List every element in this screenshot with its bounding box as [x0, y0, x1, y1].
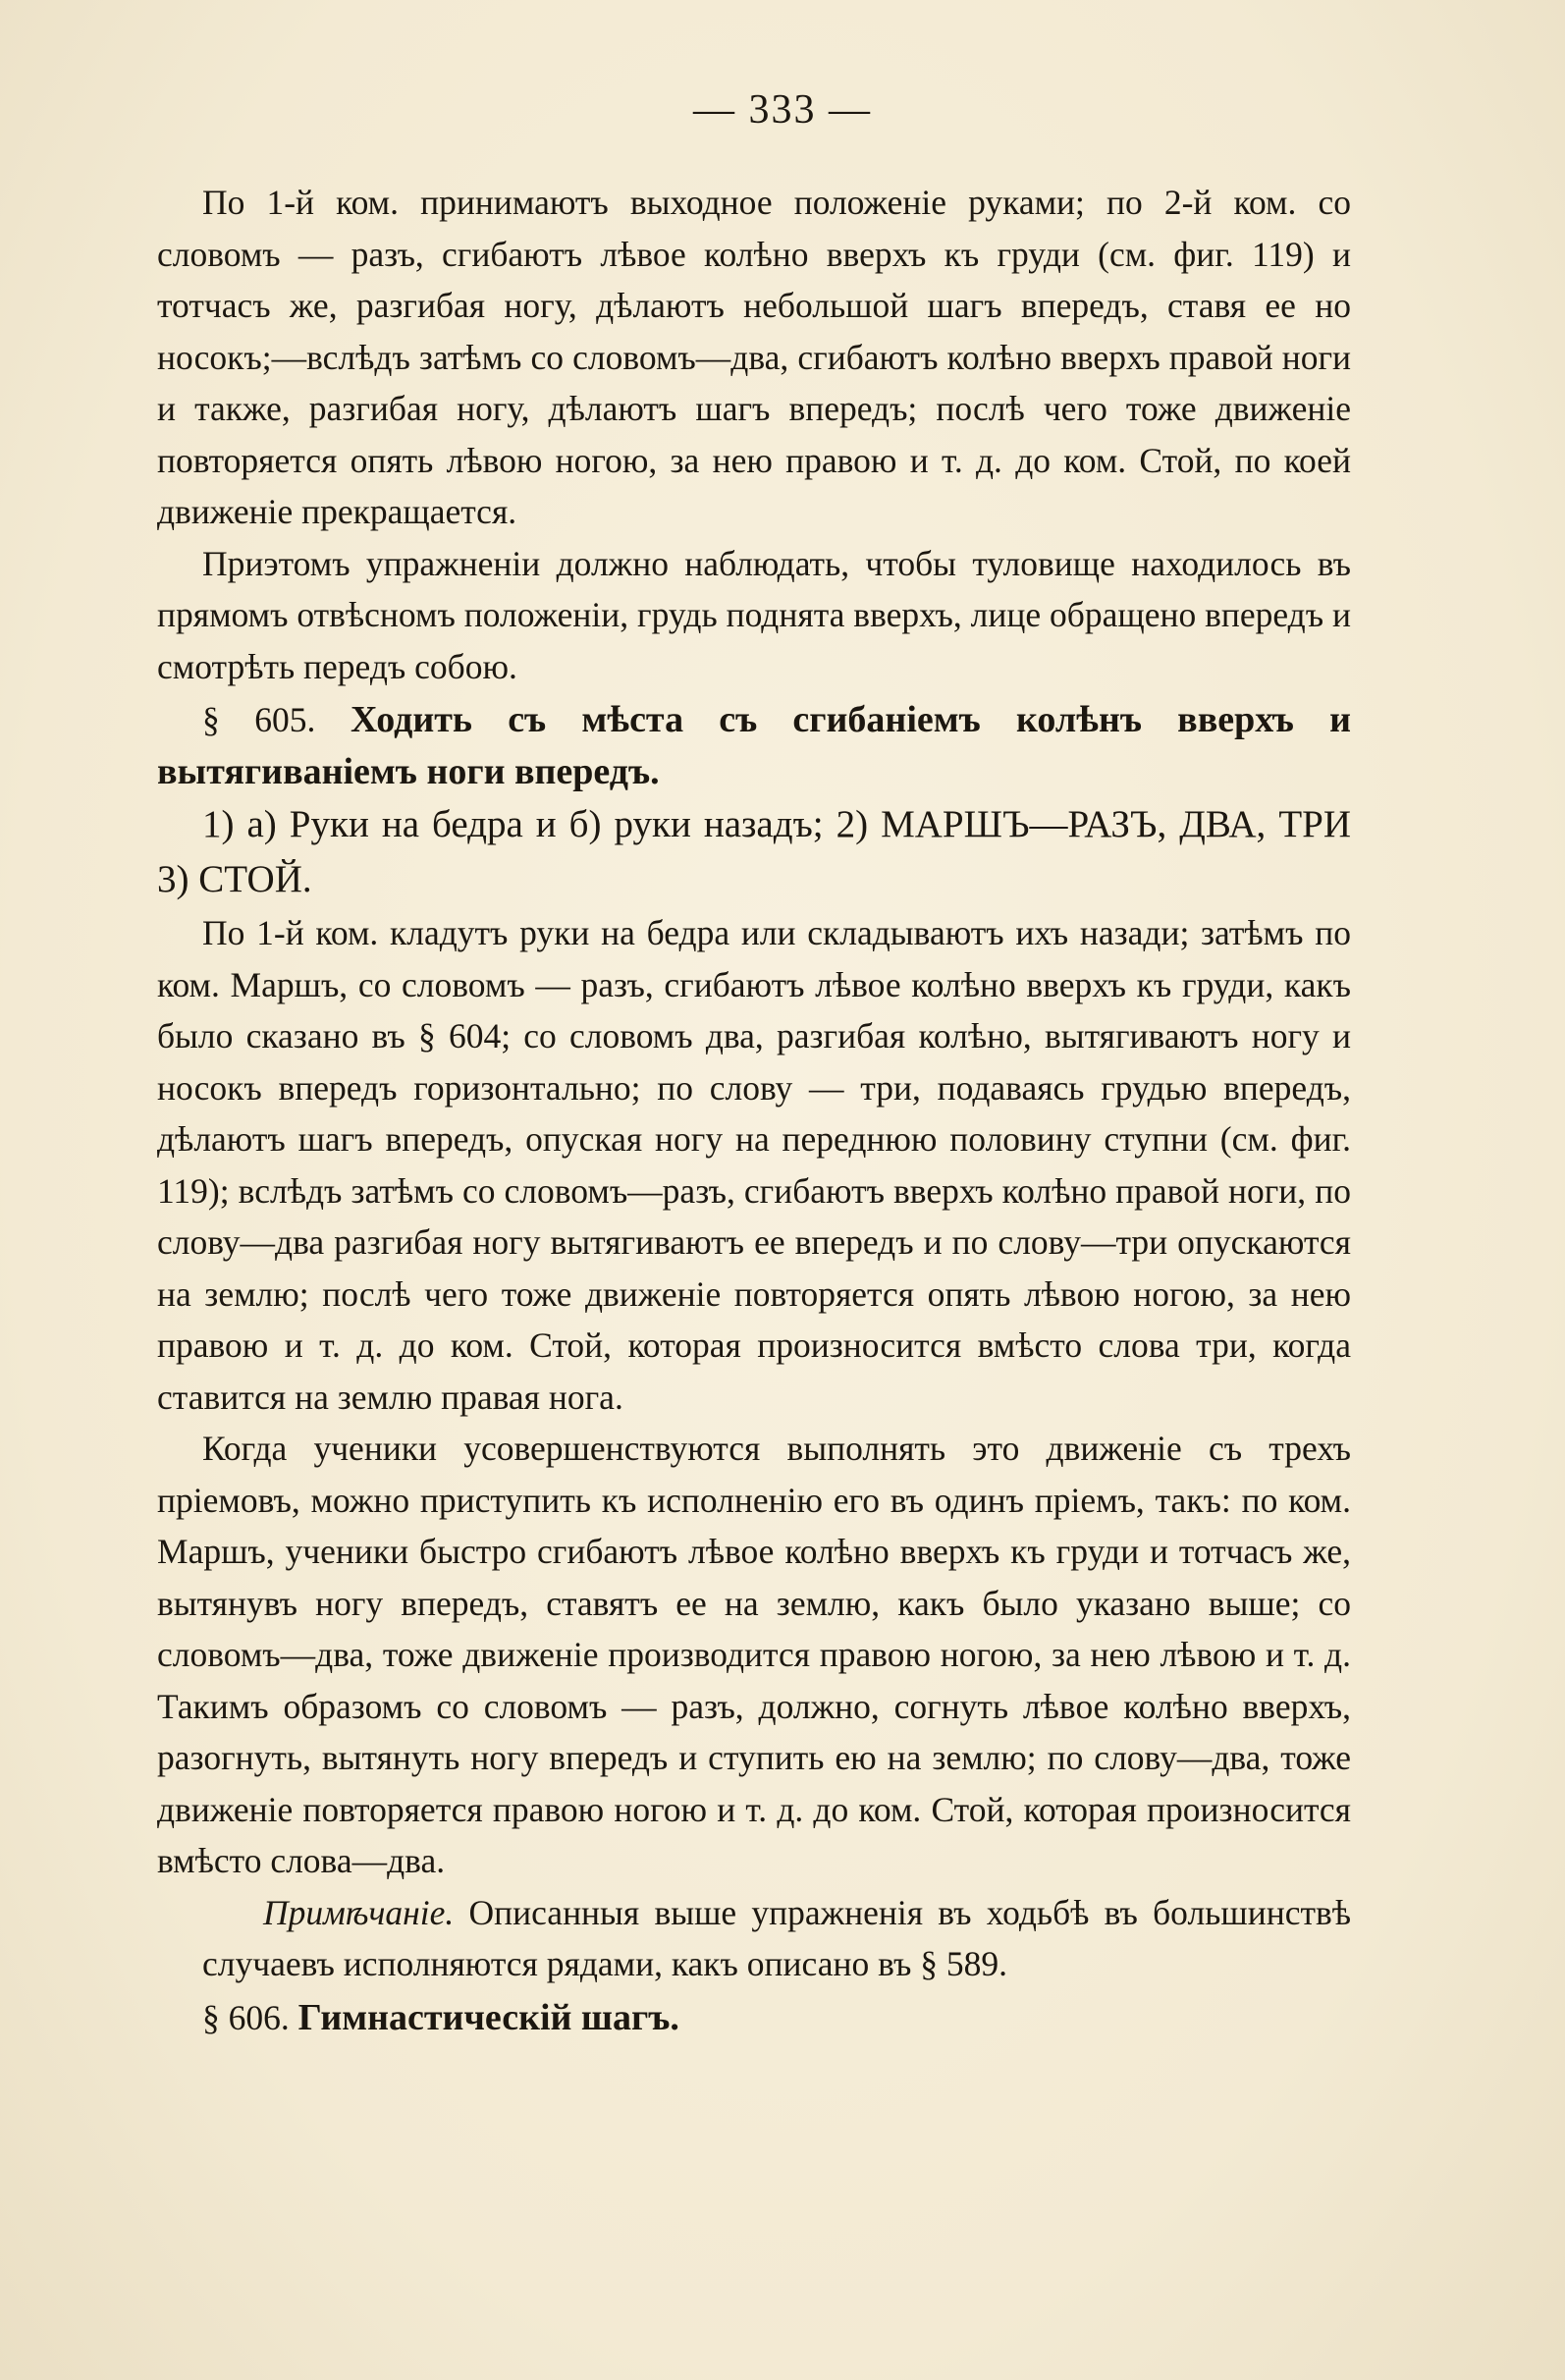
section-606-heading — [202, 1992, 1351, 2044]
note — [202, 1887, 1351, 1990]
paragraph-4: Когда ученики усовершенствуются выполнять это движеніе съ трехъ пріемовъ, можно приступить къ исполненію его въ одинъ пріемъ, такъ: по ком. Маршъ, ученики быстро сгибаютъ лѣвое колѣно вверхъ къ груди и тотчасъ же, вытянувъ ногу впередъ, ставятъ ее на землю, какъ было указано выше; со словомъ—два, тоже движеніе производится правою ногою, за нею лѣвою и т. д. Такимъ образомъ со словомъ — разъ, должно, согнуть лѣвое колѣно вверхъ, разогнуть, вытянуть ногу впередъ и ступить ею на землю; по слову—два, тоже движеніе повторяется правою ногою и т. д. до ком. Стой, которая произносится вмѣсто слова—два. — [157, 1429, 1351, 1880]
section-605-number: § 605. — [202, 700, 316, 739]
section-606-title: Гимнастическій шагъ. — [297, 1996, 679, 2038]
note-text: Описанныя выше упражненія въ ходьбѣ въ большинствѣ случаевъ исполняются рядами, какъ описано въ § 589. — [202, 1892, 1352, 1983]
note-label: Примѣчаніе. — [263, 1892, 455, 1932]
page-body — [157, 177, 1351, 2043]
paragraph-3: По 1-й ком. кладутъ руки на бедра или складываютъ ихъ назади; затѣмъ по ком. Маршъ, со словомъ — разъ, сгибаютъ лѣвое колѣно вверхъ къ груди, какъ было сказано въ § 604; со словомъ два, разгибая колѣно, вытягиваютъ ногу и носокъ впередъ горизонтально; по слову — три, подаваясь грудью впередъ, дѣлаютъ шагъ впередъ, опуская ногу на переднюю половину ступни (см. фиг. 119); вслѣдъ затѣмъ со словомъ—разъ, сгибаютъ вверхъ колѣно правой ноги, по слову—два разгибая ногу вытягиваютъ ее впередъ и по слову—три опускаются на землю; послѣ чего тоже движеніе повторяется опять лѣвою ногою, за нею правою и т. д. до ком. Стой, которая произносится вмѣсто слова три, когда ставится на землю правая нога. — [157, 913, 1351, 1417]
command-line: 1) а) Руки на бедра и б) руки назадъ; 2) МАРШЪ—РАЗЪ, ДВА, ТРИ 3) СТОЙ. — [157, 803, 1351, 900]
section-605-title: Ходить съ мѣста съ сгибаніемъ колѣнъ вверхъ и вытягиваніемъ ноги впередъ. — [157, 699, 1351, 792]
paragraph-1: По 1-й ком. принимаютъ выходное положеніе руками; по 2-й ком. со словомъ — разъ, сгибаютъ лѣвое колѣно вверхъ къ груди (см. фиг. 119) и тотчасъ же, разгибая ногу, дѣлаютъ небольшой шагъ впередъ, ставя ее но носокъ;—вслѣдъ затѣмъ со словомъ—два, сгибаютъ колѣно вверхъ правой ноги и также, разгибая ногу, дѣлаютъ шагъ впередъ; послѣ чего тоже движеніе повторяется опять лѣвою ногою, за нею правою и т. д. до ком. Стой, по коей движеніе прекращается. — [157, 183, 1351, 531]
section-605-heading — [157, 694, 1351, 797]
section-606-number: § 606. — [202, 1997, 290, 2037]
page-number: — 333 — — [693, 87, 872, 133]
paragraph-2: Приэтомъ упражненіи должно наблюдать, чтобы туловище находилось въ прямомъ отвѣсномъ положеніи, грудь поднята вверхъ, лице обращено впередъ и смотрѣть передъ собою. — [157, 543, 1351, 686]
